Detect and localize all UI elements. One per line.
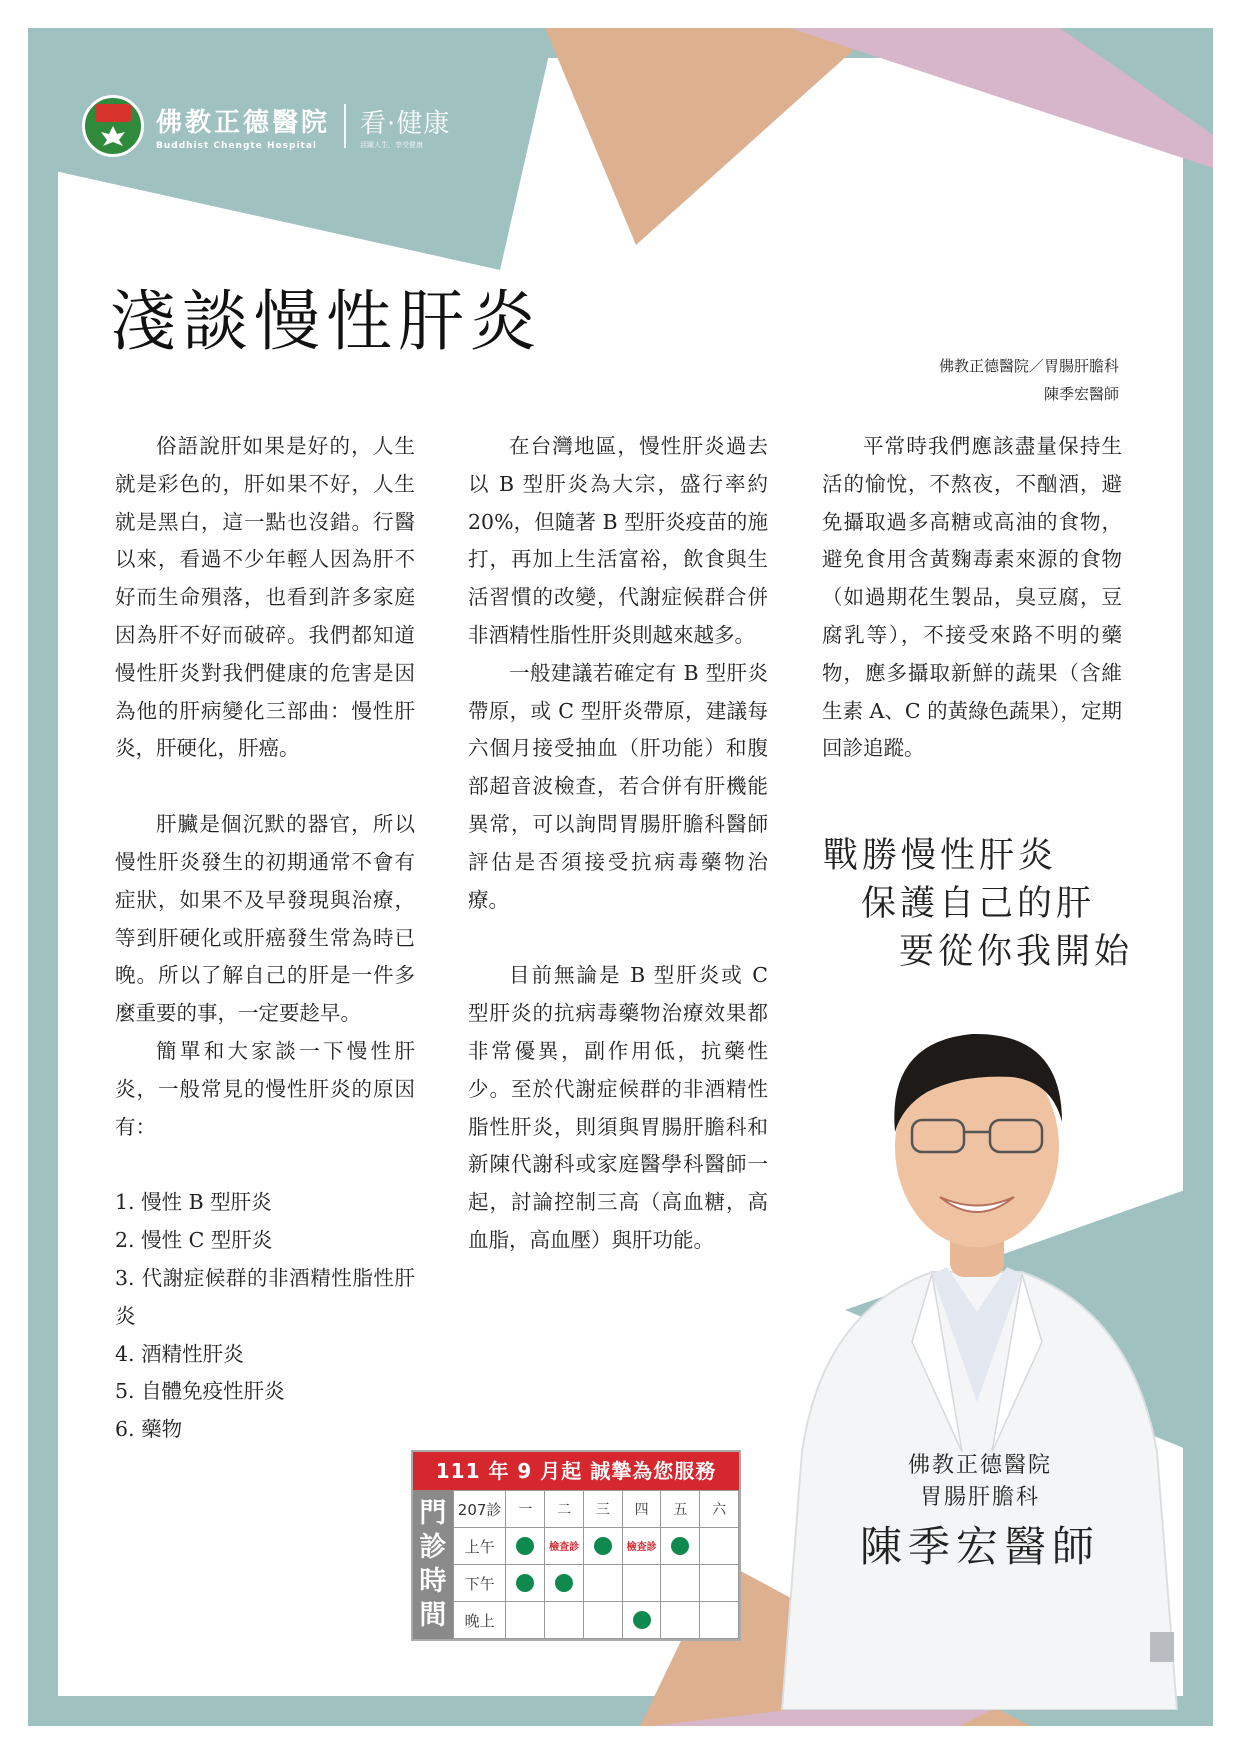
article-title: 淺談慢性肝炎 <box>110 283 542 360</box>
day-header: 三 <box>583 1491 622 1528</box>
schedule-heading: 111 年 9 月起 誠摯為您服務 <box>413 1452 739 1490</box>
schedule-side-char: 時 <box>419 1565 447 1597</box>
exam-clinic-label: 檢查診 <box>626 1542 657 1553</box>
schedule-cell <box>622 1565 661 1602</box>
causes-list <box>115 1184 415 1449</box>
list-item: 5. 自體免疫性肝炎 <box>115 1379 285 1404</box>
schedule-table <box>453 1490 739 1639</box>
schedule-cell <box>506 1528 545 1565</box>
byline-author: 陳季宏醫師 <box>1043 385 1119 403</box>
schedule-side-label <box>413 1490 453 1639</box>
schedule-cell <box>661 1602 700 1639</box>
clinic-open-dot-icon <box>633 1611 651 1629</box>
article-column-2 <box>468 428 768 1260</box>
schedule-cell <box>545 1565 584 1602</box>
slogan <box>823 832 1133 976</box>
logo-divider <box>344 104 346 148</box>
doctor-name: 陳季宏醫師 <box>860 1522 1101 1571</box>
schedule-cell <box>506 1565 545 1602</box>
slogan-line: 保護自己的肝 <box>861 884 1096 924</box>
schedule-cell <box>506 1602 545 1639</box>
list-item: 4. 酒精性肝炎 <box>115 1341 244 1366</box>
schedule-cell <box>545 1602 584 1639</box>
column-subtitle: 活躍人生，享受健康 <box>360 140 424 149</box>
paragraph: 俗語說肝如果是好的，人生就是彩色的，肝如果不好，人生就是黑白，這一點也沒錯。行醫以來，看過不少年輕人因為肝不好而生命殞落，也看到許多家庭因為肝不好而破碎。我們都知道慢性肝炎對我們健康的危害是因為他的肝病變化三部曲：慢性肝炎，肝硬化，肝癌。 <box>115 434 415 761</box>
schedule-cell <box>545 1528 584 1565</box>
schedule-cell <box>583 1602 622 1639</box>
doctor-portrait <box>762 982 1192 1710</box>
slogan-line: 戰勝慢性肝炎 <box>823 836 1058 876</box>
column-name: 看·健康 <box>360 108 451 139</box>
paragraph: 一般建議若確定有 B 型肝炎帶原，或 C 型肝炎帶原，建議每六個月接受抽血（肝功能）和腹部超音波檢查，若合併有肝機能異常，可以詢問胃腸肝膽科醫師評估是否須接受抗病毒藥物治療。 <box>468 660 768 912</box>
schedule-cell <box>661 1565 700 1602</box>
list-item: 3. 代謝症候群的非酒精性脂性肝炎 <box>115 1265 415 1328</box>
schedule-side-char: 門 <box>419 1497 447 1529</box>
day-header: 四 <box>622 1491 661 1528</box>
day-header: 一 <box>506 1491 545 1528</box>
hospital-emblem-icon <box>82 95 144 157</box>
exam-clinic-label: 檢查診 <box>549 1542 580 1553</box>
day-header: 六 <box>700 1491 739 1528</box>
schedule-cell <box>700 1565 739 1602</box>
paragraph: 簡單和大家談一下慢性肝炎，一般常見的慢性肝炎的原因有： <box>115 1038 415 1139</box>
doctor-hospital: 佛教正德醫院 <box>908 1453 1053 1478</box>
doctor-department: 胃腸肝膽科 <box>920 1485 1041 1510</box>
hospital-logo <box>82 95 450 157</box>
hospital-name-en: Buddhist Chengte Hospital <box>156 140 318 151</box>
table-row <box>453 1528 738 1565</box>
list-item: 1. 慢性 B 型肝炎 <box>115 1190 272 1215</box>
article-column-1 <box>115 428 415 1449</box>
day-header: 五 <box>661 1491 700 1528</box>
clinic-open-dot-icon <box>555 1574 573 1592</box>
list-item: 2. 慢性 C 型肝炎 <box>115 1228 273 1253</box>
paragraph: 目前無論是 B 型肝炎或 C 型肝炎的抗病毒藥物治療效果都非常優異，副作用低，抗藥性少。至於代謝症候群的非酒精性脂性肝炎，則須與胃腸肝膽科和新陳代謝科或家庭醫學科醫師一起，討論控制三高（高血糖，高血脂，高血壓）與肝功能。 <box>468 963 768 1252</box>
paragraph: 在台灣地區，慢性肝炎過去以 B 型肝炎為大宗，盛行率約 20%，但隨著 B 型肝炎疫苗的施打，再加上生活富裕，飲食與生活習慣的改變，代謝症候群合併非酒精性脂性肝炎則越來越多。 <box>468 434 768 647</box>
clinic-open-dot-icon <box>516 1574 534 1592</box>
table-row <box>453 1491 738 1528</box>
peach-top-triangle <box>545 28 878 245</box>
schedule-cell <box>661 1528 700 1565</box>
room-number: 207診 <box>453 1491 506 1528</box>
session-label: 晚上 <box>453 1602 506 1639</box>
watch <box>1150 1632 1174 1662</box>
paragraph: 肝臟是個沉默的器官，所以慢性肝炎發生的初期通常不會有症狀，如果不及早發現與治療，等到肝硬化或肝癌發生常為時已晚。所以了解自己的肝是一件多麼重要的事，一定要趁早。 <box>115 812 415 1026</box>
clinic-open-dot-icon <box>671 1537 689 1555</box>
session-label: 下午 <box>453 1565 506 1602</box>
schedule-side-char: 診 <box>419 1531 447 1563</box>
slogan-line: 要從你我開始 <box>899 932 1134 972</box>
byline-department: 佛教正德醫院／胃腸肝膽科 <box>938 357 1119 375</box>
schedule-side-char: 間 <box>419 1599 447 1631</box>
day-header: 二 <box>545 1491 584 1528</box>
clinic-open-dot-icon <box>516 1537 534 1555</box>
schedule-cell <box>700 1602 739 1639</box>
table-row <box>453 1602 738 1639</box>
schedule-cell <box>622 1602 661 1639</box>
session-label: 上午 <box>453 1528 506 1565</box>
schedule-cell <box>583 1528 622 1565</box>
clinic-open-dot-icon <box>594 1537 612 1555</box>
schedule-cell <box>583 1565 622 1602</box>
paragraph: 平常時我們應該盡量保持生活的愉悅，不熬夜，不酗酒，避免攝取過多高糖或高油的食物，避免食用含黃麴毒素來源的食物（如過期花生製品，臭豆腐，豆腐乳等），不接受來路不明的藥物，應多攝取新鮮的蔬果（含維生素 A、C 的黃綠色蔬果），定期回診追蹤。 <box>822 434 1122 761</box>
doctor-signature <box>860 1450 1100 1576</box>
schedule-cell <box>622 1528 661 1565</box>
schedule-cell <box>700 1528 739 1565</box>
article-column-3 <box>822 428 1122 768</box>
byline <box>939 352 1119 408</box>
table-row <box>453 1565 738 1602</box>
hospital-name-cn: 佛教正德醫院 <box>156 107 331 138</box>
clinic-schedule <box>411 1450 741 1641</box>
list-item: 6. 藥物 <box>115 1417 183 1442</box>
